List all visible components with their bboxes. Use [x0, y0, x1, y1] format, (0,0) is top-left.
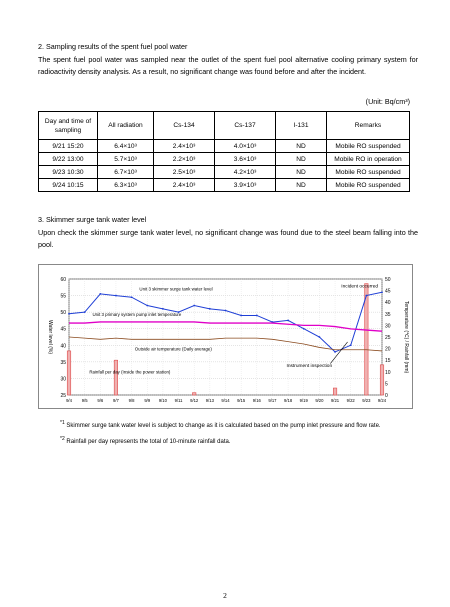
x-tick-label: 9/20: [315, 398, 324, 403]
col-header-remarks: Remarks: [327, 112, 410, 140]
x-tick-label: 9/16: [252, 398, 261, 403]
table-row: [39, 166, 410, 179]
series-point: [350, 344, 352, 346]
series-point: [209, 308, 211, 310]
series-point: [240, 315, 242, 317]
cell-cs134: 2.4×10³: [154, 140, 215, 153]
series-point: [256, 315, 258, 317]
series-point: [365, 295, 367, 297]
cell-i131: ND: [276, 179, 327, 192]
cell-cs137: 4.2×10³: [215, 166, 276, 179]
y2-tick-label: 35: [385, 311, 391, 318]
x-tick-label: 9/13: [205, 398, 214, 403]
cell-all-radiation: 5.7×10³: [98, 153, 154, 166]
chart-svg: [39, 265, 412, 408]
rainfall-bar: [114, 360, 118, 395]
cell-cs134: 2.5×10³: [154, 166, 215, 179]
y-tick-label: 55: [60, 293, 66, 300]
rainfall-bar: [333, 388, 337, 395]
unit-label: (Unit: Bq/cm³): [365, 97, 410, 106]
series-point: [381, 291, 383, 293]
footnote-2: [60, 436, 430, 446]
cell-cs134: 2.4×10³: [154, 179, 215, 192]
cell-remarks: Mobile RO suspended: [327, 140, 410, 153]
cell-all-radiation: 6.4×10³: [98, 140, 154, 153]
y-tick-label: 35: [60, 359, 66, 366]
series-label-4: Rainfall per day (Inside the power station): [89, 369, 171, 375]
series-point: [146, 305, 148, 307]
cell-remarks: Mobile RO in operation: [327, 153, 410, 166]
series-point: [193, 305, 195, 307]
x-tick-label: 9/21: [330, 398, 340, 403]
series-label-1: Unit 3 skimmer surge tank water level: [139, 286, 213, 292]
y2-tick-label: 30: [385, 323, 391, 330]
col-header-date: Day and time of sampling: [39, 112, 98, 140]
cell-cs137: 3.6×10³: [215, 153, 276, 166]
footnote-2-mark: *2: [60, 436, 65, 442]
series-point: [225, 310, 227, 312]
y-tick-label: 40: [60, 343, 66, 350]
series-point: [131, 296, 133, 298]
y2-tick-label: 15: [385, 358, 391, 365]
x-tick-label: 9/19: [299, 398, 308, 403]
water-level-chart: [38, 264, 413, 409]
series-point: [68, 313, 70, 315]
series-point: [334, 351, 336, 353]
series-point: [287, 320, 289, 322]
footnote-1-mark: *1: [60, 420, 65, 426]
y2-tick-label: 50: [385, 277, 391, 283]
y-tick-label: 30: [60, 376, 66, 383]
x-tick-label: 9/4: [66, 398, 72, 403]
cell-remarks: Mobile RO suspended: [327, 166, 410, 179]
y2-axis-title: Temperature (℃) / Rainfall (mm): [403, 300, 409, 374]
footnote-1-text: Skimmer surge tank water level is subject to change as it is calculated based on the pump inlet pressure and flow rate.: [66, 423, 381, 429]
cell-cs134: 2.2×10³: [154, 153, 215, 166]
y-tick-label: 45: [60, 326, 66, 333]
x-tick-label: 9/23: [362, 398, 371, 403]
x-tick-label: 9/22: [346, 398, 355, 403]
col-header-cs134: Cs-134: [154, 112, 215, 140]
series-point: [162, 308, 164, 310]
cell-cs137: 4.0×10³: [215, 140, 276, 153]
annotation-inspection: Instrument inspection: [286, 363, 333, 369]
x-tick-label: 9/15: [237, 398, 246, 403]
table-row: [39, 153, 410, 166]
table-header-row: [39, 112, 410, 140]
col-header-all-radiation: All radiation: [98, 112, 154, 140]
x-tick-label: 9/17: [268, 398, 277, 403]
x-tick-label: 9/5: [81, 398, 88, 403]
y-tick-label: 50: [60, 310, 66, 317]
cell-i131: ND: [276, 140, 327, 153]
y2-tick-label: 45: [385, 288, 391, 295]
x-tick-label: 9/10: [158, 398, 167, 403]
series-label-2: Unit 3 primary system pump inlet temperature: [92, 312, 182, 318]
page-number: 2: [223, 591, 227, 600]
y2-tick-label: 10: [385, 369, 391, 376]
rainfall-bar: [67, 351, 71, 395]
table-row: [39, 140, 410, 153]
series-point: [115, 295, 117, 297]
series-label-3: Outside air temperature (Daily average): [134, 346, 212, 352]
series-point: [99, 293, 101, 295]
sampling-results-table: [38, 111, 410, 192]
cell-all-radiation: 6.3×10³: [98, 179, 154, 192]
cell-date: 9/22 13:00: [39, 153, 98, 166]
x-tick-label: 9/24: [377, 398, 387, 403]
section-3-heading: 3. Skimmer surge tank water level: [38, 215, 147, 224]
cell-date: 9/23 10:30: [39, 166, 98, 179]
cell-remarks: Mobile RO suspended: [327, 179, 410, 192]
series-point: [319, 336, 321, 338]
cell-i131: ND: [276, 153, 327, 166]
cell-all-radiation: 6.7×10³: [98, 166, 154, 179]
section-3-paragraph: Upon check the skimmer surge tank water level, no significant change was found due to the steel beam falling into the pool.: [38, 228, 418, 249]
annotation-incident: Incident occurred: [341, 284, 379, 290]
footnote-2-text: Rainfall per day represents the total of 10-minute rainfall data.: [66, 439, 231, 445]
x-tick-label: 9/14: [221, 398, 230, 403]
x-tick-label: 9/12: [190, 398, 199, 403]
y-axis-title: Water level (%): [47, 320, 53, 354]
section-2-heading: 2. Sampling results of the spent fuel pool water: [38, 42, 188, 51]
y2-tick-label: 0: [385, 393, 388, 399]
rainfall-bar: [380, 365, 384, 395]
y2-tick-label: 25: [385, 335, 391, 341]
col-header-i131: I-131: [276, 112, 327, 140]
footnote-1: [60, 420, 430, 430]
annotation-arrow: [330, 342, 347, 364]
cell-date: 9/21 15:20: [39, 140, 98, 153]
x-tick-label: 9/6: [97, 398, 104, 403]
y-tick-label: 60: [60, 277, 66, 283]
cell-cs137: 3.9×10³: [215, 179, 276, 192]
series-point: [303, 328, 305, 330]
y2-tick-label: 5: [385, 381, 388, 388]
x-tick-label: 9/18: [284, 398, 293, 403]
y2-tick-label: 20: [385, 346, 391, 353]
x-tick-label: 9/7: [113, 398, 119, 403]
section-2-paragraph: The spent fuel pool water was sampled near the outlet of the spent fuel pool alternative cooling primary system for radioactivity density analysis. As a result, no significant change was found before and after the incident.: [38, 55, 418, 76]
x-tick-label: 9/8: [128, 398, 135, 403]
col-header-cs137: Cs-137: [215, 112, 276, 140]
x-tick-label: 9/11: [174, 398, 183, 403]
cell-i131: ND: [276, 166, 327, 179]
cell-date: 9/24 10:15: [39, 179, 98, 192]
x-tick-label: 9/9: [144, 398, 151, 403]
y2-tick-label: 40: [385, 300, 391, 307]
y-tick-label: 25: [60, 393, 66, 399]
rainfall-bar: [192, 393, 196, 395]
series-point: [84, 311, 86, 313]
table-row: [39, 179, 410, 192]
